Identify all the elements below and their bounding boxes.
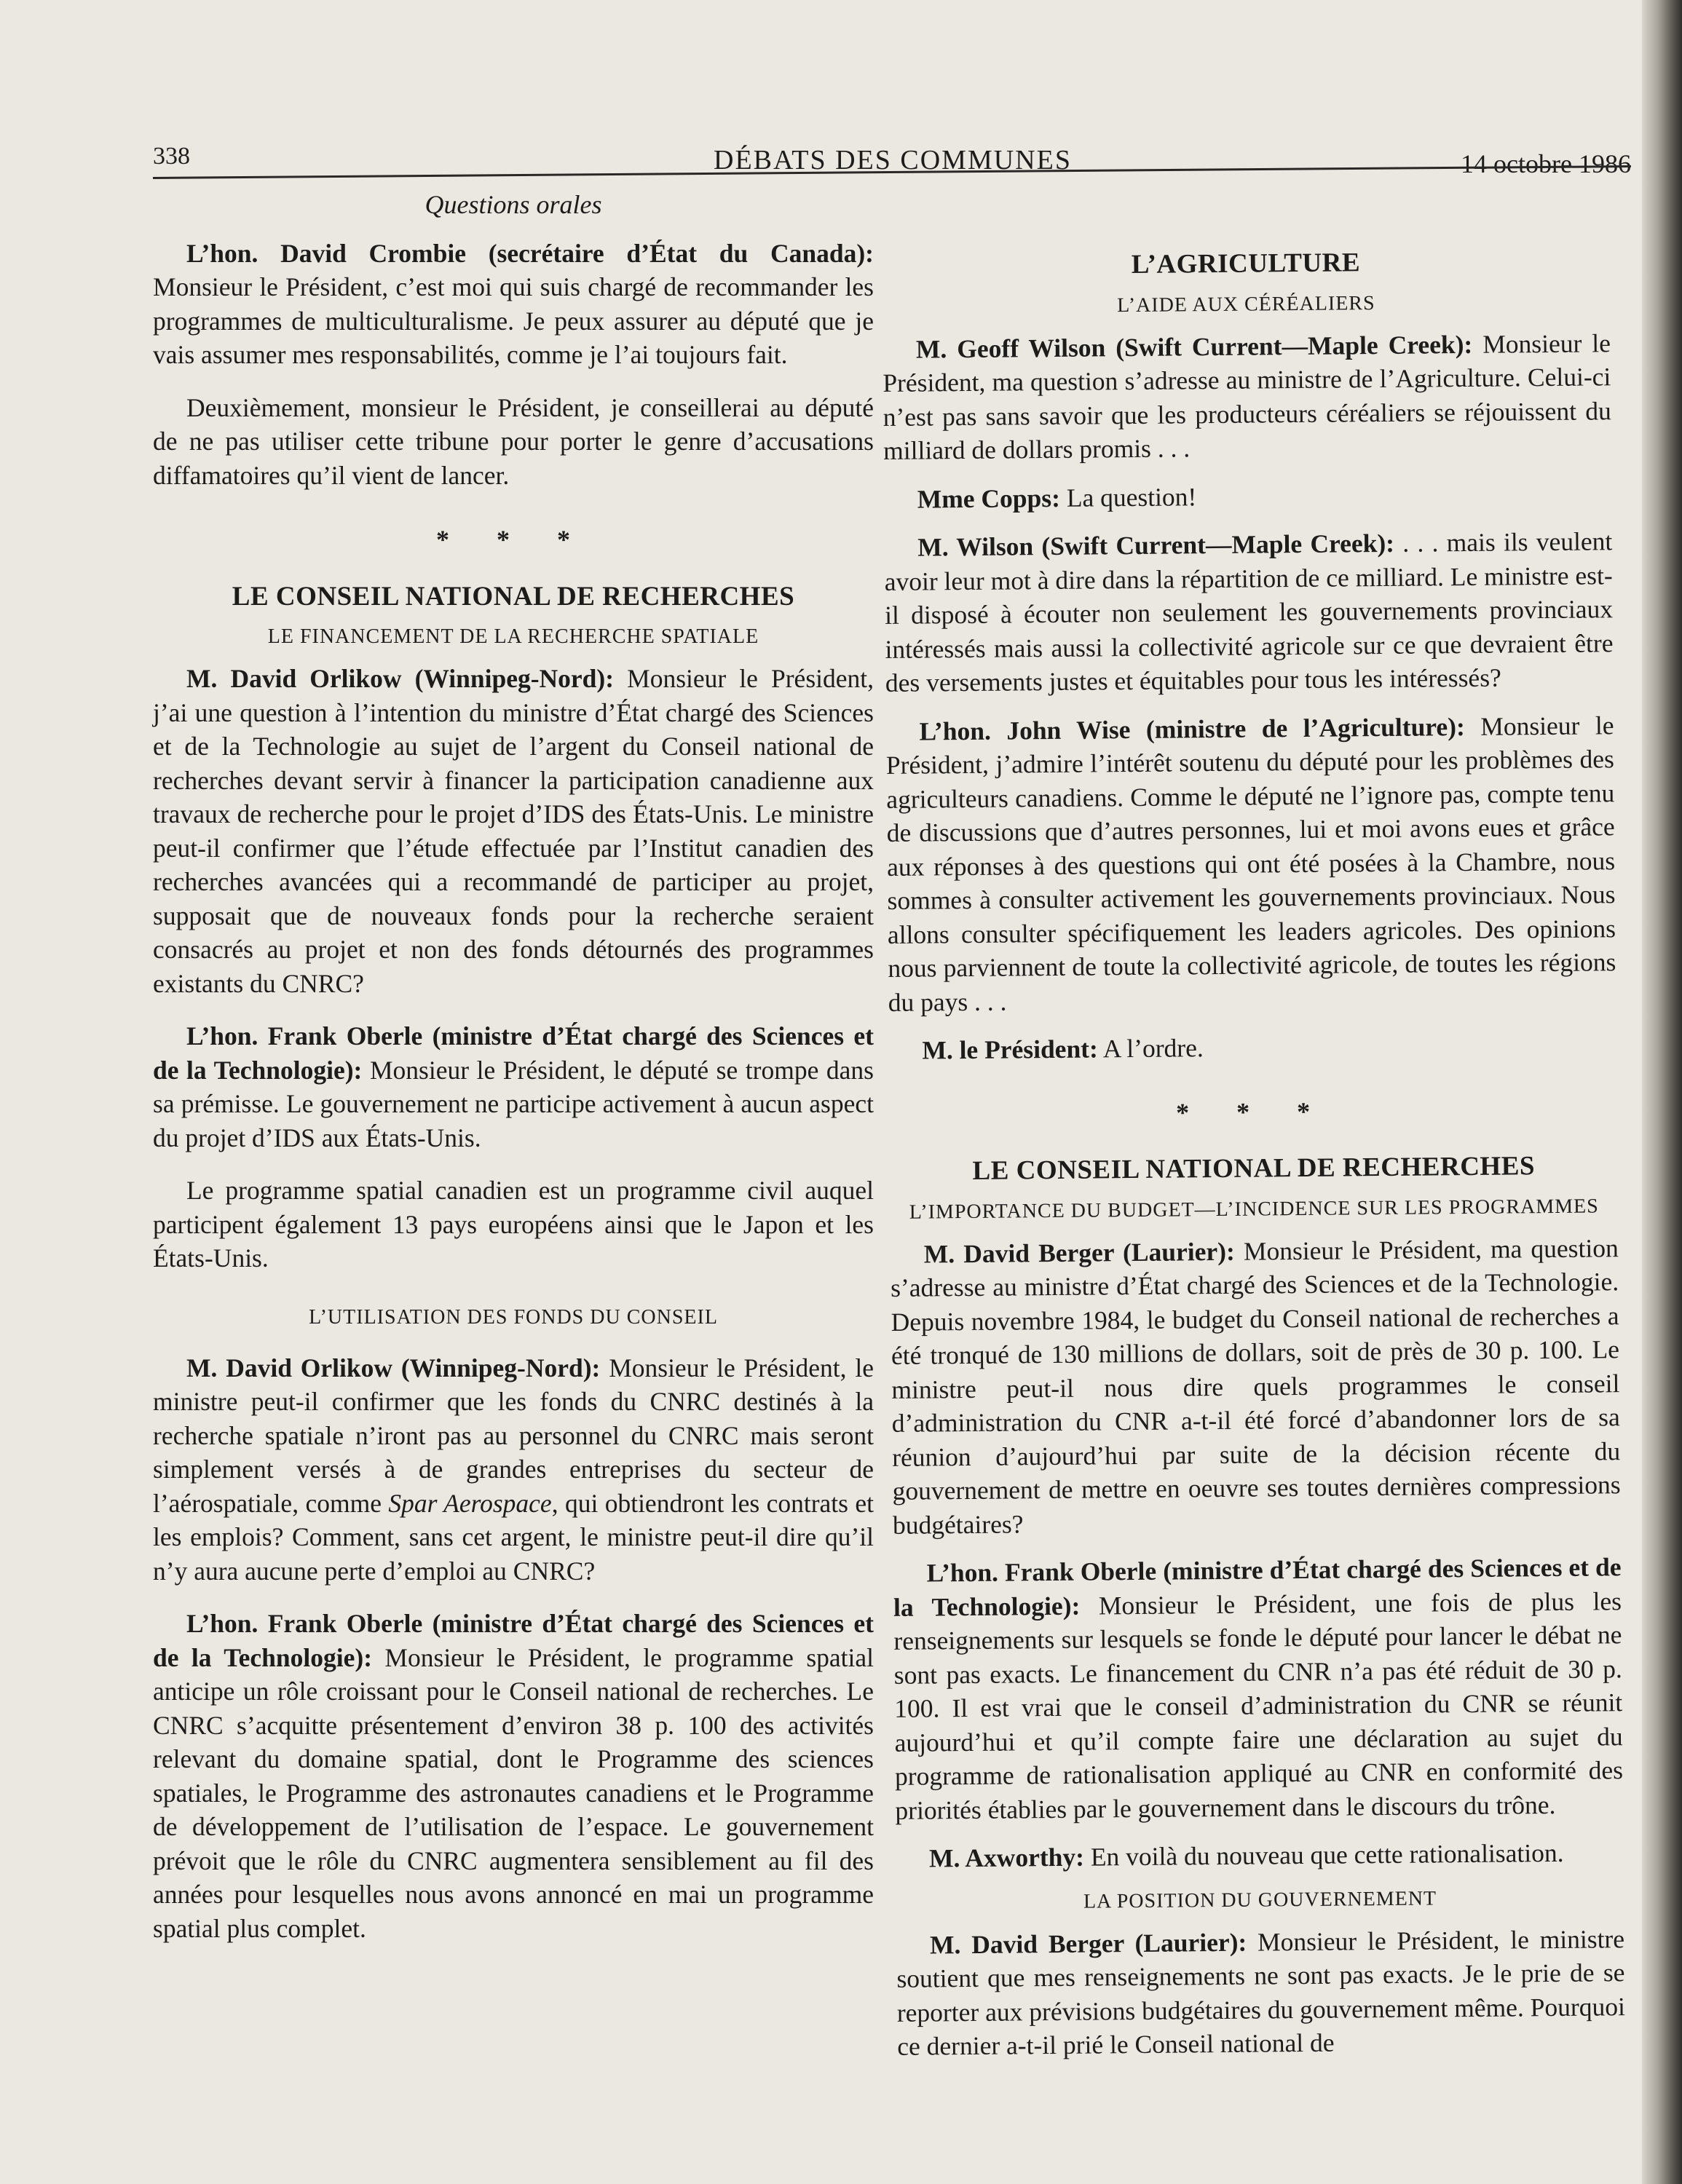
speaker-name: M. Wilson (Swift Current—Maple Creek): (917, 528, 1395, 562)
speech-text: Monsieur le Président, c’est moi qui suis chargé de recommander les programmes de multiculturalisme. Je peux assurer au député que je vais assumer mes responsabilités, comme je l’ai toujours fait. (153, 272, 874, 369)
speaker-name: Mme Copps: (917, 483, 1061, 514)
speech-text: Monsieur le Président, le ministre peut-il confirmer que les fonds du CNRC destinés à la recherche spatiale n’iront pas au personnel du CNRC mais seront simplement versés à de grandes entreprises du secteur de l’aérospatiale, comme (153, 1353, 874, 1518)
paragraph-orlikow-2 (153, 1351, 874, 1588)
speech-text: Monsieur le Président, ma question s’adresse au ministre d’État chargé des Sciences et de la Technologie. Depuis novembre 1984, le budget du Conseil national de recherches a été tronqué de 130 millions de dollars, soit de près de 30 p. 100. Le ministre peut-il nous dire quels programmes le conseil d’administration du CNR a-t-il été forcé d’abandonner lors de sa réunion d’aujourd’hui par suite de la décision récente du gouvernement de mettre en oeuvre ses toutes dernières compressions budgétaires? (891, 1233, 1621, 1540)
speaker-name: L’hon. David Crombie (secrétaire d’État du Canada): (186, 238, 874, 268)
running-head: Questions orales (425, 190, 602, 219)
speaker-name: M. David Berger (Laurier): (929, 1927, 1247, 1960)
paragraph-berger-1 (891, 1231, 1622, 1542)
speech-text: Monsieur le Président, le ministre soutient que mes renseignements ne sont pas exacts. Je le prie de se reporter aux prévisions budgétaires du gouvernement même. Pourquoi ce dernier a-t-il prié le Conseil national de (896, 1923, 1626, 2061)
speech-text: Monsieur le Président, une fois de plus les renseignements sur lesquels se fonde le député pour lancer le débat ne sont pas exacts. Le financement du CNR n’a pas été réduit de 30 p. 100. Il est vrai que le conseil d’administration du CNR se réunit aujourd’hui et qu’il compte faire une déclaration au sujet du programme de rationalisation appliqué au CNR en conformité des priorités établies par le gouvernement dans le discours du trône. (893, 1586, 1624, 1825)
paragraph-wilson-2 (884, 524, 1614, 700)
speaker-name: M. David Berger (Laurier): (923, 1236, 1235, 1269)
section-heading: L’AGRICULTURE (1131, 248, 1361, 280)
speech-text: Monsieur le Président, ma question s’adresse au ministre de l’Agriculture. Celui-ci n’est pas sans savoir que les producteurs céréaliers se réjouissent du milliard de dollars promis . . . (883, 328, 1611, 465)
section-heading: LE CONSEIL NATIONAL DE RECHERCHES (972, 1151, 1536, 1186)
paragraph-orlikow-1 (153, 662, 874, 1000)
speech-text: La question! (1059, 481, 1197, 513)
paragraph-wilson-1 (883, 326, 1612, 468)
book-spine-shadow (1642, 0, 1682, 2184)
speech-text: Le programme spatial canadien est un programme civil auquel participent également 13 pays européens ainsi que le Japon et les États-Unis. (153, 1176, 874, 1273)
paragraph-berger-2 (896, 1922, 1626, 2064)
section-separator: * * * (436, 525, 591, 554)
section-heading: LE CONSEIL NATIONAL DE RECHERCHES (232, 581, 795, 612)
section-subheading: L’AIDE AUX CÉRÉALIERS (1117, 291, 1375, 317)
publication-date: 14 octobre 1986 (1461, 149, 1631, 178)
speaker-name: L’hon. John Wise (ministre de l’Agriculture): (919, 711, 1466, 746)
publication-title: DÉBATS DES COMMUNES (714, 145, 1072, 175)
speaker-name: M. David Orlikow (Winnipeg-Nord): (186, 1353, 601, 1382)
paragraph-wise (885, 708, 1616, 1019)
paragraph-crombie (153, 237, 874, 372)
section-subheading: L’IMPORTANCE DU BUDGET—L’INCIDENCE SUR LES PROGRAMMES (909, 1194, 1599, 1224)
section-subheading: LE FINANCEMENT DE LA RECHERCHE SPATIALE (267, 625, 759, 648)
paragraph-axworthy (896, 1835, 1624, 1875)
speech-text: Monsieur le Président, j’admire l’intérêt soutenu du député pour les problèmes des agriculteurs canadiens. Comme le député ne l’ignore pas, compte tenu de discussions que d’autres personnes, lui et moi avons eues et grâce aux réponses à des questions qui ont été posées à la Chambre, nous sommes à consulter activement les gouvernements provinciaux. Nous allons consulter spécifiquement les leaders agricoles. Des opinions nous parviennent de toute la collectivité agricole, de toutes les régions du pays . . . (885, 710, 1616, 1017)
speech-text: , qui obtiendront les contrats et les emplois? Comment, sans cet argent, le ministre peut-il dire qu’il n’y aura aucune perte d’emploi au CNRC? (153, 1488, 874, 1586)
speech-text: En voilà du nouveau que cette rationalisation. (1083, 1837, 1564, 1872)
speaker-name: L’hon. Frank Oberle (ministre d’État chargé des Sciences et de la Technologie): (153, 1609, 874, 1672)
speech-text: Monsieur le Président, le programme spatial anticipe un rôle croissant pour le Conseil national de recherches. Le CNRC s’acquitte présentement d’environ 38 p. 100 des activités relevant du domaine spatial, dont le Programme des sciences spatiales, le Programme des astronautes canadiens et le Programme de développement de l’utilisation de l’espace. Le gouvernement prévoit que le rôle du CNRC augmentera sensiblement au fil des années pour lesquelles nous avons annoncé en mai un programme spatial plus complet. (153, 1642, 874, 1943)
right-column (881, 181, 1626, 2078)
speech-text: Deuxièmement, monsieur le Président, je conseillerai au député de ne pas utiliser cette tribune pour porter le genre d’accusations diffamatoires qu’il vient de lancer. (153, 392, 874, 490)
speaker-name: M. le Président: (922, 1034, 1099, 1065)
speaker-name: M. Axworthy: (928, 1842, 1085, 1873)
section-subheading: LA POSITION DU GOUVERNEMENT (1083, 1886, 1437, 1913)
paragraph-oberle-2 (153, 1607, 874, 1945)
speaker-name: M. David Orlikow (Winnipeg-Nord): (186, 664, 615, 693)
paragraph-oberle-1-cont (153, 1174, 874, 1275)
speaker-name: M. Geoff Wilson (Swift Current—Maple Creek): (915, 329, 1473, 364)
paragraph-copps (884, 476, 1612, 516)
paragraph-oberle-1 (153, 1019, 874, 1155)
paragraph-crombie-cont (153, 391, 874, 493)
left-column (153, 188, 874, 1964)
page-number: 338 (153, 143, 190, 170)
section-separator: * * * (1175, 1096, 1331, 1128)
speech-text: Monsieur le Président, le député se trompe dans sa prémisse. Le gouvernement ne participe activement à aucun aspect du projet d’IDS aux États-Unis. (153, 1055, 874, 1152)
speaker-name: L’hon. Frank Oberle (ministre d’État chargé des Sciences et de la Technologie): (893, 1552, 1622, 1622)
section-subheading: L’UTILISATION DES FONDS DU CONSEIL (309, 1305, 718, 1329)
speech-text: Monsieur le Président, j’ai une question à l’intention du ministre d’État chargé des Sciences et de la Technologie au sujet de l’argent du Conseil national de recherches devant servir à financer la participation canadienne aux travaux de recherche pour le projet d’IDS des États-Unis. Le ministre peut-il confirmer que l’étude effectuée par l’Institut canadien des recherches avancées qui a recommandé de participer au projet, supposait que de nouveaux fonds pour la recherche seraient consacrés au projet et non des fonds détournés des programmes existants du CNRC? (153, 664, 874, 998)
speech-text: . . . mais ils veulent avoir leur mot à dire dans la répartition de ce milliard. Le ministre est-il disposé à écouter non seulement les gouvernements provinciaux intéressés mais aussi la collectivité agricole sur ce que devraient être des versements justes et équitables pour tous les intéressés? (884, 526, 1614, 697)
company-name: Spar Aerospace (388, 1488, 552, 1518)
paragraph-president (888, 1027, 1616, 1067)
speaker-name: L’hon. Frank Oberle (ministre d’État chargé des Sciences et de la Technologie): (153, 1021, 874, 1085)
paragraph-oberle-3 (893, 1550, 1623, 1827)
speech-text: A l’ordre. (1097, 1033, 1204, 1064)
